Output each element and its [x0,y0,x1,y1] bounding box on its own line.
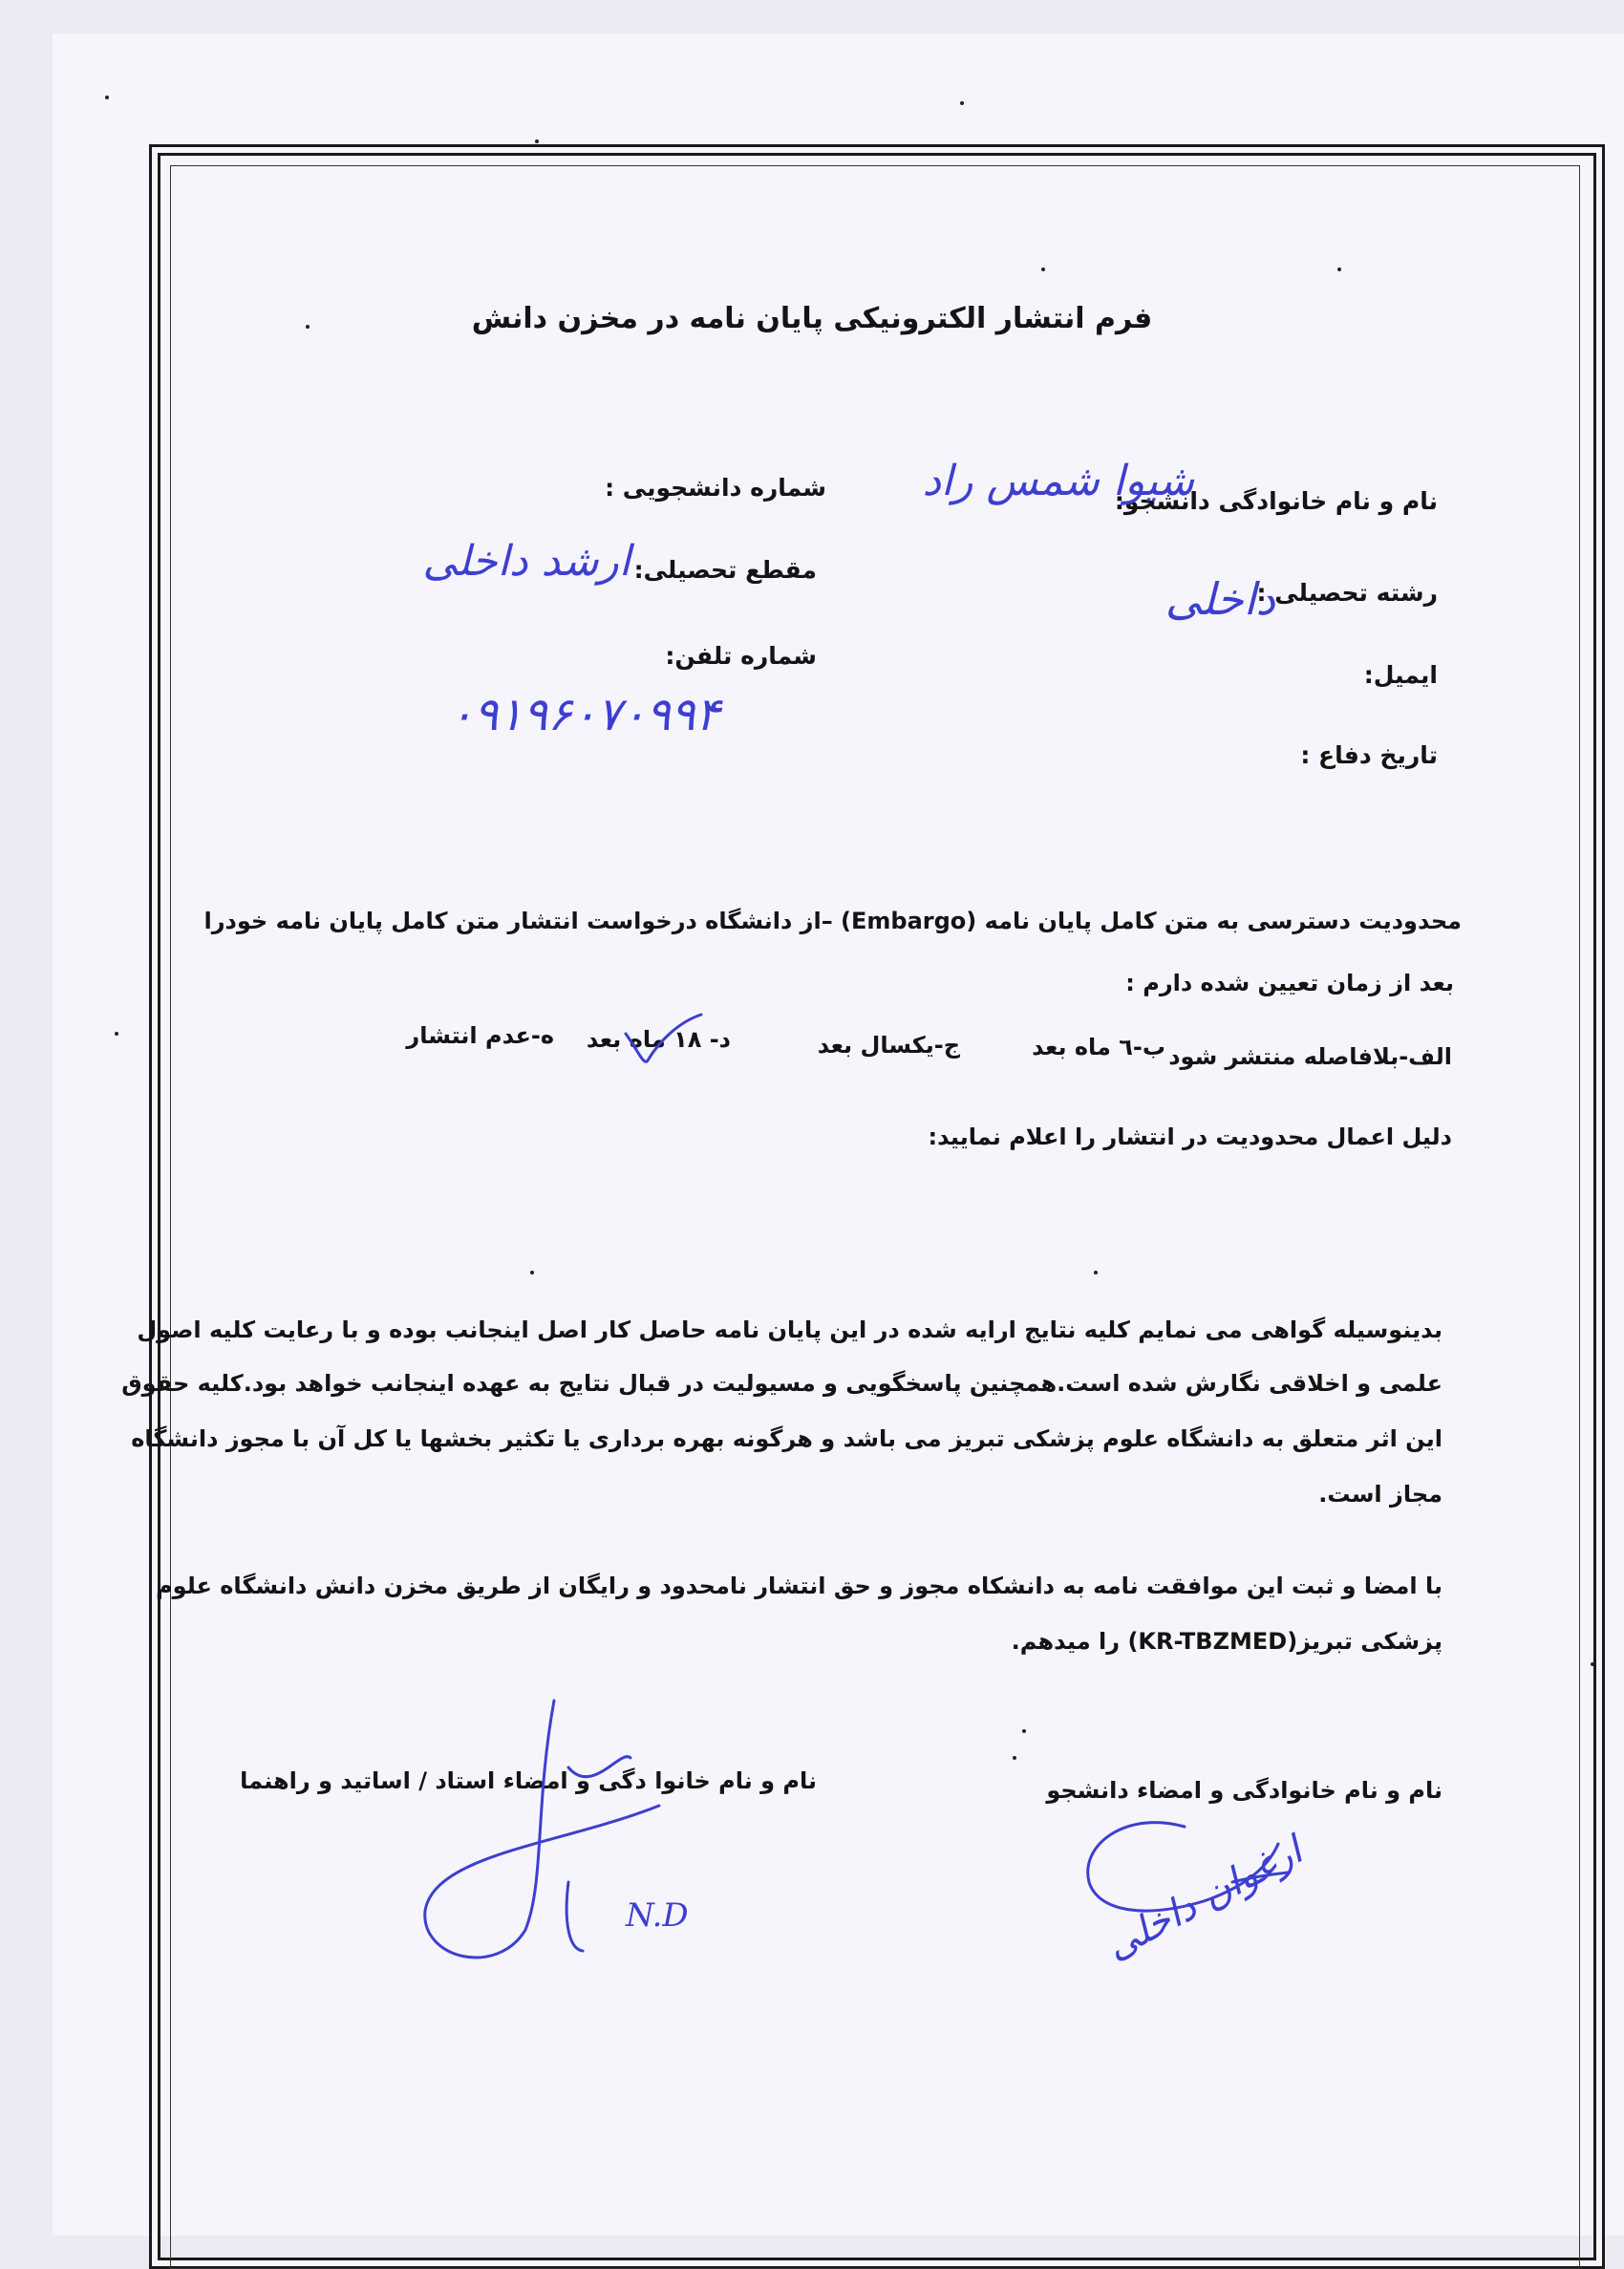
phone-handwritten: ۰۹۱۹۶۰۷۰۹۹۴ [449,688,720,741]
advisor-signature-stroke [401,1691,707,1978]
scan-speck [1013,1756,1016,1760]
student-number-label: شماره دانشجویی : [605,474,826,502]
declaration-line-3: این اثر متعلق به دانشگاه علوم پزشکی تبریز می باشد و هرگونه بهره برداری یا تکثیر بخشها یا کل آن با مجوز دانشگاه [131,1425,1442,1452]
declaration-line-2: علمی و اخلاقی نگارش شده است.همچنین پاسخگویی و مسیولیت در قبال نتایج به عهده اینجانب خواهد بود.کلیه حقوق [121,1370,1442,1397]
embargo-option-18-months[interactable]: د- ١٨ ماه بعد [586,1026,731,1053]
form-title: فرم انتشار الکترونیکی پایان نامه در مخزن دانش [471,302,1153,335]
degree-label: مقطع تحصیلی: [633,556,817,584]
student-signature-label: نام و نام خانوادگی و امضاء دانشجو [1046,1777,1442,1804]
embargo-reason-label: دلیل اعمال محدودیت در انتشار را اعلام نمایید: [928,1124,1452,1150]
declaration-line-5: با امضا و ثبت این موافقت نامه به دانشکاه مجوز و حق انتشار نامحدود و رایگان از طریق مخزن دانش دانشگاه علوم [156,1573,1442,1599]
student-name-label: نام و نام خانوادگی دانشجو: [1114,487,1438,515]
phone-label: شماره تلفن: [665,642,817,670]
declaration-line-1: بدینوسیله گواهی می نمایم کلیه نتایج ارایه شده در این پایان نامه حاصل کار اصل اینجانب بوده و با رعایت کلیه اصول [137,1316,1442,1343]
scan-speck [105,96,109,99]
scan-speck [960,101,964,105]
scan-speck [115,1032,118,1036]
inner-border [121,165,1580,2269]
major-handwritten: داخلی [1165,573,1275,625]
scan-speck [530,1271,534,1274]
embargo-line-2: بعد از زمان تعیین شده دارم : [1125,970,1454,996]
embargo-option-no-publish[interactable]: ه-عدم انتشار [406,1022,554,1049]
embargo-line-1: محدودیت دسترسی به متن کامل پایان نامه (Embargo) –از دانشگاه درخواست انتشار متن کامل پایان نامه خودرا [203,908,1462,934]
student-handwritten-name: ارغوان داخلی [1099,1829,1310,1969]
declaration-line-4: مجاز است. [1318,1481,1442,1508]
major-label: رشته تحصیلی : [1256,579,1438,607]
scan-speck [1094,1271,1098,1274]
embargo-option-immediate[interactable]: الف-بلافاصله منتشر شود [1168,1043,1452,1070]
scan-speck [1591,1662,1594,1666]
advisor-signature-label: نام و نام خانوا دگی و امضاء استاد / اساتید و راهنما [240,1767,817,1794]
scan-speck [535,139,539,143]
email-label: ایمیل: [1363,661,1438,689]
scan-speck [1337,268,1341,271]
scan-speck [1041,268,1045,271]
selection-checkmark [621,1013,707,1070]
degree-handwritten: ارشد داخلی [422,537,630,586]
advisor-initials: N.D [626,1896,689,1935]
embargo-option-1-year[interactable]: ج-یکسال بعد [817,1032,960,1059]
student-name-handwritten: شیوا شمس راد [922,457,1194,505]
declaration-line-6: پزشکی تبریز(KR-TBZMED) را میدهم. [1011,1628,1442,1655]
defense-date-label: تاریخ دفاع : [1300,741,1438,769]
embargo-option-6-months[interactable]: ب-٦ ماه بعد [1032,1034,1165,1060]
scan-speck [1022,1729,1026,1733]
